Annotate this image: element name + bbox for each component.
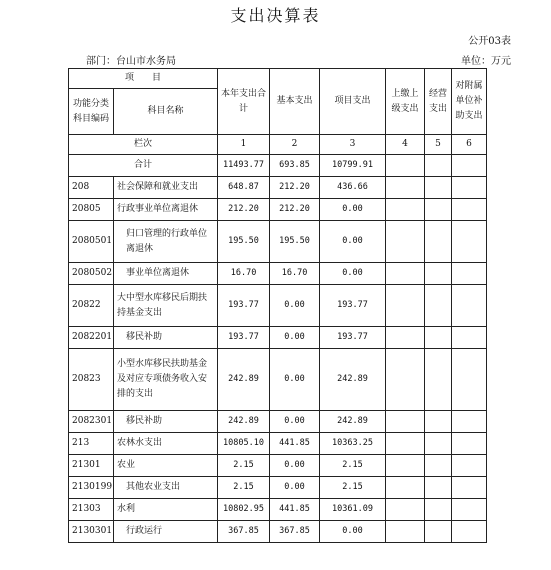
row-basic: 441.85 <box>270 499 320 521</box>
row-total: 242.89 <box>218 411 270 433</box>
row-code: 20822 <box>69 285 114 327</box>
row-code: 2082301 <box>69 411 114 433</box>
total-project: 10799.91 <box>320 155 386 177</box>
table-row <box>69 433 487 455</box>
row-code: 20805 <box>69 199 114 221</box>
row-project: 2.15 <box>320 455 386 477</box>
row-code: 2130301 <box>69 521 114 543</box>
row-total: 648.87 <box>218 177 270 199</box>
row-total: 242.89 <box>218 349 270 411</box>
row-basic: 0.00 <box>270 349 320 411</box>
row-total: 367.85 <box>218 521 270 543</box>
row-project: 10363.25 <box>320 433 386 455</box>
row-code: 2130199 <box>69 477 114 499</box>
table-row <box>69 327 487 349</box>
col-number: 5 <box>425 135 452 155</box>
row-total: 16.70 <box>218 263 270 285</box>
table-row <box>69 521 487 543</box>
table-row <box>69 349 487 411</box>
row-name: 农林水支出 <box>114 433 218 455</box>
row-project: 0.00 <box>320 263 386 285</box>
row-project: 193.77 <box>320 327 386 349</box>
header-operating: 经营支出 <box>425 69 452 135</box>
row-name: 归口管理的行政单位离退休 <box>114 221 218 263</box>
row-name: 移民补助 <box>114 411 218 433</box>
table-row <box>69 455 487 477</box>
table-row <box>69 285 487 327</box>
row-total: 212.20 <box>218 199 270 221</box>
header-func-code: 功能分类科目编码 <box>69 89 114 135</box>
row-name: 社会保障和就业支出 <box>114 177 218 199</box>
row-total: 193.77 <box>218 285 270 327</box>
row-name: 农业 <box>114 455 218 477</box>
row-total: 2.15 <box>218 455 270 477</box>
header-row-label: 栏次 <box>69 135 218 155</box>
col-number: 4 <box>386 135 425 155</box>
row-basic: 0.00 <box>270 285 320 327</box>
header-project-expense: 项目支出 <box>320 69 386 135</box>
row-code: 2080502 <box>69 263 114 285</box>
row-basic: 0.00 <box>270 411 320 433</box>
row-basic: 367.85 <box>270 521 320 543</box>
row-basic: 212.20 <box>270 199 320 221</box>
row-total: 193.77 <box>218 327 270 349</box>
table-row <box>69 477 487 499</box>
row-basic: 195.50 <box>270 221 320 263</box>
row-name: 行政运行 <box>114 521 218 543</box>
expenditure-table <box>68 68 487 543</box>
header-remit-up: 上缴上级支出 <box>386 69 425 135</box>
row-basic: 16.70 <box>270 263 320 285</box>
row-name: 行政事业单位离退休 <box>114 199 218 221</box>
row-basic: 0.00 <box>270 327 320 349</box>
header-total-expense: 本年支出合计 <box>218 69 270 135</box>
row-project: 242.89 <box>320 411 386 433</box>
row-project: 436.66 <box>320 177 386 199</box>
row-code: 213 <box>69 433 114 455</box>
table-row <box>69 411 487 433</box>
row-basic: 0.00 <box>270 477 320 499</box>
row-code: 21301 <box>69 455 114 477</box>
form-number: 公开03表 <box>468 36 511 47</box>
row-code: 208 <box>69 177 114 199</box>
row-code: 21303 <box>69 499 114 521</box>
row-total: 10802.95 <box>218 499 270 521</box>
col-number: 1 <box>218 135 270 155</box>
row-project: 0.00 <box>320 199 386 221</box>
table-row <box>69 221 487 263</box>
col-number: 3 <box>320 135 386 155</box>
header-project: 项 目 <box>69 69 218 89</box>
row-name: 大中型水库移民后期扶持基金支出 <box>114 285 218 327</box>
row-basic: 0.00 <box>270 455 320 477</box>
report-title: 支出决算表 <box>230 6 321 25</box>
row-project: 2.15 <box>320 477 386 499</box>
row-name: 事业单位离退休 <box>114 263 218 285</box>
total-total: 11493.77 <box>218 155 270 177</box>
row-basic: 441.85 <box>270 433 320 455</box>
row-project: 10361.09 <box>320 499 386 521</box>
row-code: 2080501 <box>69 221 114 263</box>
table-row <box>69 263 487 285</box>
row-name: 小型水库移民扶助基金及对应专项债务收入安排的支出 <box>114 349 218 411</box>
table-row <box>69 499 487 521</box>
header-subject-name: 科目名称 <box>114 89 218 135</box>
department-label: 部门：台山市水务局 <box>86 56 176 67</box>
row-code: 20823 <box>69 349 114 411</box>
row-total: 2.15 <box>218 477 270 499</box>
total-row <box>69 155 487 177</box>
col-number: 2 <box>270 135 320 155</box>
row-name: 水利 <box>114 499 218 521</box>
unit-label: 单位：万元 <box>461 56 511 67</box>
header-subsidiary: 对附属单位补助支出 <box>452 69 487 135</box>
total-basic: 693.85 <box>270 155 320 177</box>
row-code: 2082201 <box>69 327 114 349</box>
meta-row <box>68 52 511 66</box>
row-project: 0.00 <box>320 221 386 263</box>
table-row <box>69 199 487 221</box>
row-name: 移民补助 <box>114 327 218 349</box>
row-project: 193.77 <box>320 285 386 327</box>
col-number: 6 <box>452 135 487 155</box>
row-basic: 212.20 <box>270 177 320 199</box>
header-basic-expense: 基本支出 <box>270 69 320 135</box>
total-label: 合计 <box>69 155 218 177</box>
row-total: 10805.10 <box>218 433 270 455</box>
table-row <box>69 177 487 199</box>
row-project: 242.89 <box>320 349 386 411</box>
row-total: 195.50 <box>218 221 270 263</box>
row-name: 其他农业支出 <box>114 477 218 499</box>
row-project: 0.00 <box>320 521 386 543</box>
